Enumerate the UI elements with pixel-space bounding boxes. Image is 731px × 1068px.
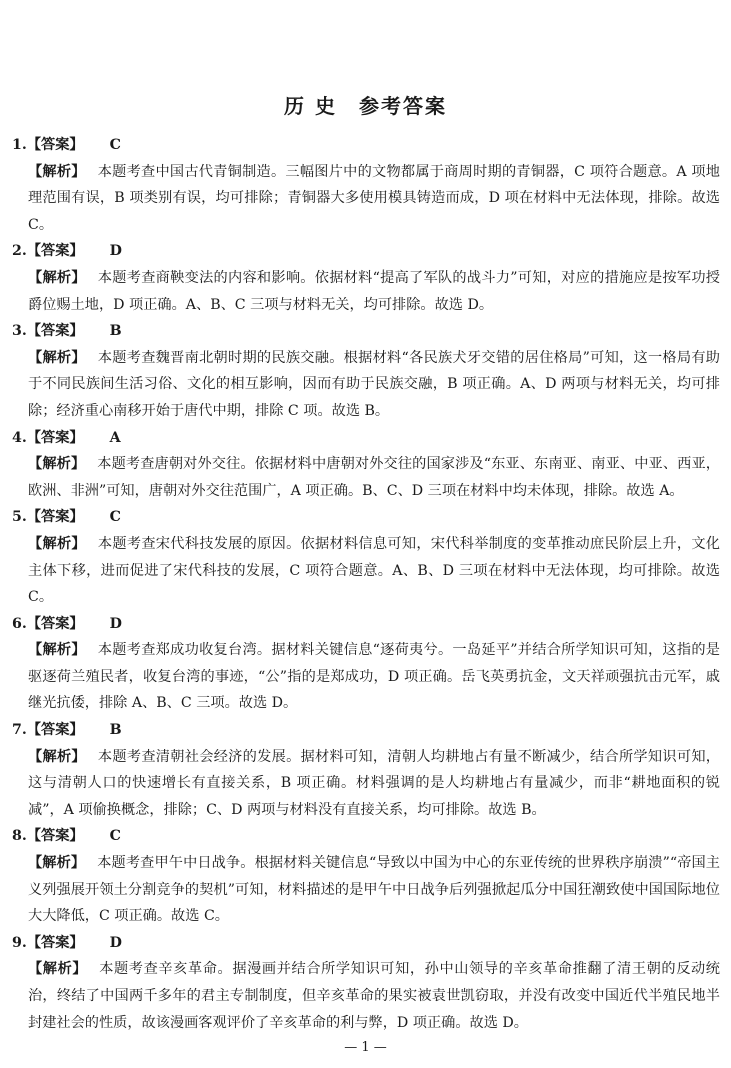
question-number: 7. bbox=[12, 722, 27, 739]
analysis-body: 本题考查清朝社会经济的发展。据材料可知，清朝人均耕地占有量不断减少，结合所学知识可知，这与清朝人口的快速增长有直接关系，B 项正确。材料强调的是人均耕地占有量减少，而非“耕地面积的锐减”，A 项偷换概念，排除；C、D 两项与材料没有直接关系，均可排除。故选 B。 bbox=[28, 748, 720, 818]
question-answer-line bbox=[12, 238, 720, 265]
question-number: 1. bbox=[12, 137, 27, 153]
answer-label: 【答案】 bbox=[26, 934, 84, 951]
question-number: 2. bbox=[12, 243, 27, 260]
question-answer-line bbox=[12, 930, 720, 957]
answer-choice: D bbox=[109, 243, 122, 260]
analysis-text bbox=[12, 159, 720, 239]
answer-list bbox=[12, 132, 720, 1036]
question-number: 5. bbox=[12, 509, 27, 526]
analysis-body: 本题考查魏晋南北朝时期的民族交融。根据材料“各民族犬牙交错的居住格局”可知，这一格局有助于不同民族间生活习俗、文化的相互影响，因而有助于民族交融，B 项正确。A、D 两项与材料无关，均可排除；经济重心南移开始于唐代中期，排除 C 项。故选 B。 bbox=[28, 349, 720, 419]
question-answer-line bbox=[12, 717, 720, 744]
answer-label: 【答案】 bbox=[26, 323, 84, 340]
question-answer-line bbox=[12, 425, 720, 452]
analysis-body: 本题考查甲午中日战争。根据材料关键信息“导致以中国为中心的东亚传统的世界秩序崩溃”“帝国主义列强展开领土分割竞争的契机”可知，材料描述的是甲午中日战争后列强掀起瓜分中国狂潮致使中国国际地位大大降低，C 项正确。故选 C。 bbox=[28, 855, 720, 925]
analysis-label: 【解析】 bbox=[28, 349, 86, 366]
analysis-text bbox=[12, 531, 720, 611]
answer-label: 【答案】 bbox=[26, 722, 84, 739]
question-item bbox=[12, 238, 720, 318]
analysis-label: 【解析】 bbox=[28, 961, 88, 978]
answer-choice: C bbox=[109, 828, 121, 845]
question-answer-line bbox=[12, 132, 720, 159]
answer-choice: C bbox=[109, 509, 121, 526]
analysis-body: 本题考查唐朝对外交往。依据材料中唐朝对外交往的国家涉及“东亚、东南亚、南亚、中亚、西亚，欧洲、非洲”可知，唐朝对外交往范围广，A 项正确。B、C、D 三项在材料中均未体现，排除。故选 A。 bbox=[28, 456, 720, 499]
analysis-text bbox=[12, 956, 720, 1036]
analysis-body: 本题考查辛亥革命。据漫画并结合所学知识可知，孙中山领导的辛亥革命推翻了清王朝的反动统治，终结了中国两千多年的君主专制制度，但辛亥革命的果实被袁世凯窃取，并没有改变中国近代半殖民地半封建社会的性质，故该漫画客观评价了辛亥革命的利与弊，D 项正确。故选 D。 bbox=[28, 961, 720, 1031]
answer-choice: A bbox=[109, 429, 121, 446]
answer-label: 【答案】 bbox=[26, 509, 84, 526]
answer-choice: C bbox=[109, 137, 121, 153]
answer-choice: B bbox=[109, 722, 122, 739]
analysis-label: 【解析】 bbox=[28, 456, 86, 473]
question-item bbox=[12, 717, 720, 823]
analysis-body: 本题考查宋代科技发展的原因。依据材料信息可知，宋代科举制度的变革推动庶民阶层上升，文化主体下移，进而促进了宋代科技的发展，C 项符合题意。A、B、D 三项在材料中无法体现，均可排除。故选 C。 bbox=[28, 535, 720, 606]
analysis-body: 本题考查郑成功收复台湾。据材料关键信息“逐荷夷兮。一岛延平”并结合所学知识可知，这指的是驱逐荷兰殖民者，收复台湾的事迹，“公”指的是郑成功，D 项正确。岳飞英勇抗金，文天祥顽强抗击元军，戚继光抗倭，排除 A、B、C 三项。故选 D。 bbox=[28, 642, 720, 712]
question-number: 9. bbox=[12, 934, 27, 951]
question-item bbox=[12, 504, 720, 610]
question-item bbox=[12, 132, 720, 238]
question-number: 8. bbox=[12, 828, 27, 845]
analysis-label: 【解析】 bbox=[28, 535, 86, 552]
answer-choice: B bbox=[109, 323, 122, 340]
question-number: 6. bbox=[12, 615, 27, 632]
answer-label: 【答案】 bbox=[26, 429, 84, 446]
analysis-text bbox=[12, 850, 720, 930]
answer-label: 【答案】 bbox=[26, 243, 84, 260]
analysis-label: 【解析】 bbox=[28, 855, 86, 872]
analysis-label: 【解析】 bbox=[28, 163, 86, 180]
analysis-label: 【解析】 bbox=[28, 748, 86, 765]
question-answer-line bbox=[12, 611, 720, 638]
page-number: — 1 — bbox=[344, 1040, 387, 1055]
question-item bbox=[12, 318, 720, 424]
analysis-text bbox=[12, 451, 720, 504]
question-number: 4. bbox=[12, 429, 27, 446]
analysis-text bbox=[12, 744, 720, 824]
analysis-label: 【解析】 bbox=[28, 642, 86, 659]
answer-label: 【答案】 bbox=[26, 615, 84, 632]
analysis-body: 本题考查商鞅变法的内容和影响。依据材料“提高了军队的战斗力”可知，对应的措施应是按军功授爵位赐土地，D 项正确。A、B、C 三项与材料无关，均可排除。故选 D。 bbox=[28, 269, 720, 313]
answer-label: 【答案】 bbox=[26, 828, 84, 845]
answer-label: 【答案】 bbox=[26, 137, 84, 153]
question-answer-line bbox=[12, 318, 720, 345]
question-item bbox=[12, 930, 720, 1036]
analysis-label: 【解析】 bbox=[28, 269, 86, 286]
analysis-body: 本题考查中国古代青铜制造。三幅图片中的文物都属于商周时期的青铜器，C 项符合题意。A 项地理范围有误，B 项类别有误，均可排除；青铜器大多使用模具铸造而成，D 项在材料中无法体现，排除。故选 C。 bbox=[28, 163, 720, 233]
question-item bbox=[12, 823, 720, 929]
analysis-text bbox=[12, 345, 720, 425]
analysis-text bbox=[12, 265, 720, 318]
answer-choice: D bbox=[109, 934, 122, 951]
question-item bbox=[12, 425, 720, 505]
question-answer-line bbox=[12, 504, 720, 531]
answer-choice: D bbox=[109, 615, 122, 632]
question-number: 3. bbox=[12, 323, 27, 340]
question-answer-line bbox=[12, 823, 720, 850]
page-title: 历 史 参考答案 bbox=[284, 94, 447, 118]
analysis-text bbox=[12, 637, 720, 717]
question-item bbox=[12, 611, 720, 717]
